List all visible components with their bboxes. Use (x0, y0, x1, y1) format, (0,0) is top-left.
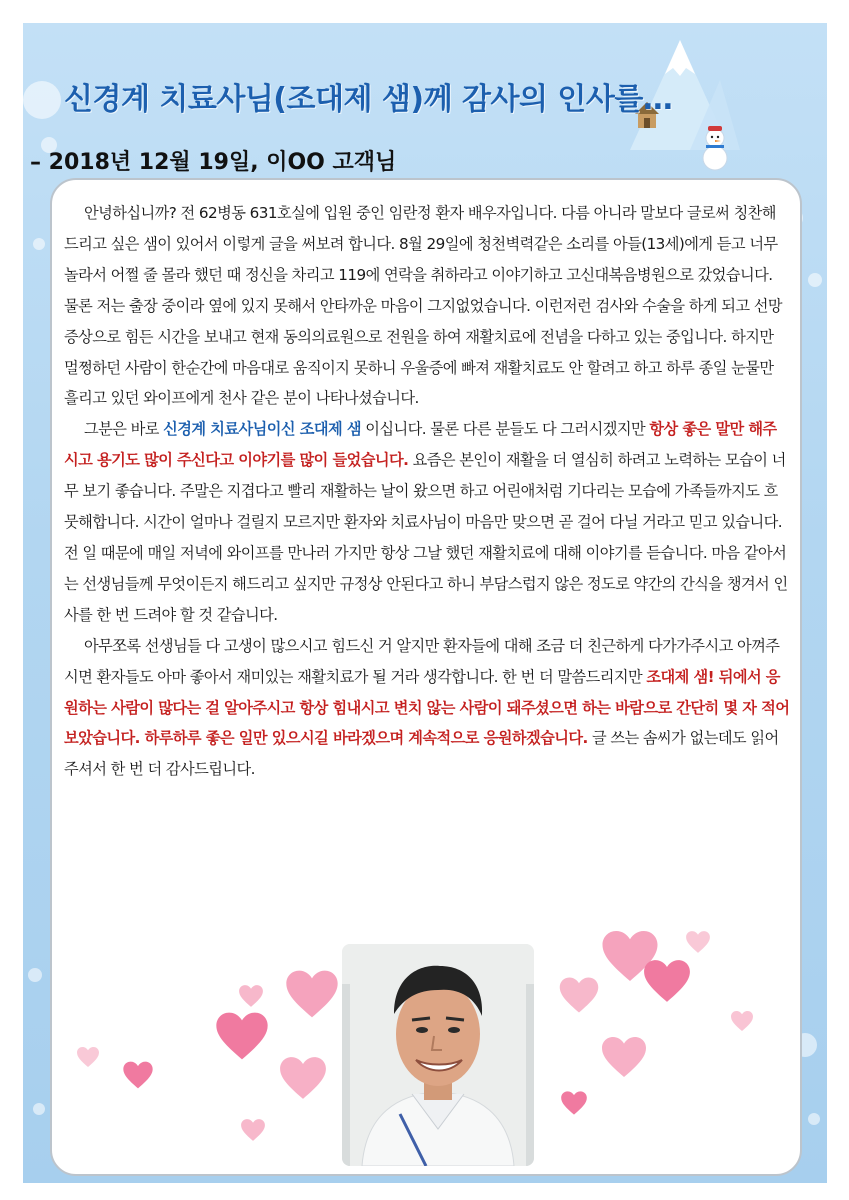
snowman-icon (695, 122, 735, 172)
letter-paragraph-2 (64, 414, 790, 630)
heart-icon (600, 1035, 648, 1079)
paragraph-text: 글 쓰는 솜씨가 없는데도 읽어주셔서 한 번 더 감사드립니다. (64, 729, 779, 779)
snow-dot (33, 238, 45, 250)
paragraph-text: 이십니다. 물론 다른 분들도 다 그러시겠지만 (360, 420, 650, 439)
cheer-highlight: 조대제 샘! 뒤에서 응원하는 사람이 많다는 걸 알아주시고 항상 힘내시고 변치 않는 사람이 돼주셨으면 하는 바람으로 간단히 몇 자 적어 보았습니다. 하루하루 좋은 일만 있으시길 바라겠으며 계속적으로 응원하겠습니다. (64, 667, 790, 748)
letter-body (64, 198, 790, 785)
therapist-name-highlight: 신경계 치료사님이신 조대제 샘 (163, 420, 361, 439)
page-subtitle: – 2018년 12월 19일, 이OO 고객님 (30, 150, 397, 175)
heart-icon (122, 1060, 154, 1090)
heart-icon (214, 1010, 270, 1062)
therapist-photo (342, 944, 534, 1166)
snow-dot (23, 81, 61, 119)
snow-dot (808, 1113, 820, 1125)
page-title: 신경계 치료사님(조대제 샘)께 감사의 인사를… (64, 82, 673, 117)
heart-icon (240, 1118, 266, 1142)
heart-icon (558, 975, 600, 1015)
snow-dot (808, 273, 822, 287)
heart-icon (730, 1010, 754, 1032)
heart-icon (76, 1046, 100, 1068)
heart-icon (284, 968, 340, 1020)
paragraph-text: 그분은 바로 (84, 420, 164, 439)
paragraph-text: 요즘은 본인이 재활을 더 열심히 하려고 노력하는 모습이 너무 보기 좋습니다. 주말은 지겹다고 빨리 재활하는 날이 왔으면 하고 어린애처럼 기다리는 모습에 가족들까지도 흐뭇해합니다. 시간이 얼마나 걸릴지 모르지만 환자와 치료사님이 마음만 맞으면 곧 걸어 다닐 거라고 믿고 있습니다. 전 일 때문에 매일 저녁에 와이프를 만나러 가지만 항상 그날 했던 재활치료에 대해 이야기를 듣습니다. 마음 같아서는 선생님들께 무엇이든지 해드리고 싶지만 규정상 안된다고 하니 부담스럽지 않은 정도로 약간의 간식을 챙겨서 인사를 한 번 드려야 할 것 같습니다. (64, 451, 788, 624)
snow-dot (33, 1103, 45, 1115)
heart-icon (278, 1055, 328, 1101)
heart-icon (560, 1090, 588, 1116)
heart-icon (685, 930, 711, 954)
praise-highlight: 항상 좋은 말만 해주시고 용기도 많이 주신다고 이야기를 많이 들었습니다. (64, 420, 777, 470)
heart-icon (642, 958, 692, 1004)
heart-icon (238, 984, 264, 1008)
paragraph-text: 아무쪼록 선생님들 다 고생이 많으시고 힘드신 거 알지만 환자들에 대해 조금 더 친근하게 다가가주시고 아껴주시면 환자들도 아마 좋아서 재미있는 재활치료가 될 거라 생각합니다. 한 번 더 말씀드리지만 (64, 636, 780, 686)
letter-paragraph-1: 안녕하십니까? 전 62병동 631호실에 입원 중인 임란정 환자 배우자입니다. 다름 아니라 말보다 글로써 칭찬해드리고 싶은 샘이 있어서 이렇게 글을 써보려 합니다. 8월 29일에 청천벽력같은 소리를 아들(13세)에게 듣고 너무 놀라서 어쩔 줄 몰라 했던 때 정신을 차리고 119에 연락을 취하라고 이야기하고 고신대복음병원으로 갔었습니다. 물론 저는 출장 중이라 옆에 있지 못해서 안타까운 마음이 그지없었습니다. 이런저런 검사와 수술을 하게 되고 선망 증상으로 힘든 시간을 보내고 현재 동의의료원으로 전원을 하여 재활치료에 전념을 다하고 있는 중입니다. 하지만 멀쩡하던 사람이 한순간에 마음대로 움직이지 못하니 우울증에 빠져 재활치료도 안 할려고 하고 하루 종일 눈물만 흘리고 있던 와이프에게 천사 같은 분이 나타나셨습니다. (64, 204, 783, 408)
letter-paragraph-3 (64, 631, 790, 786)
person-portrait-icon (342, 944, 534, 1166)
snow-dot (28, 968, 42, 982)
